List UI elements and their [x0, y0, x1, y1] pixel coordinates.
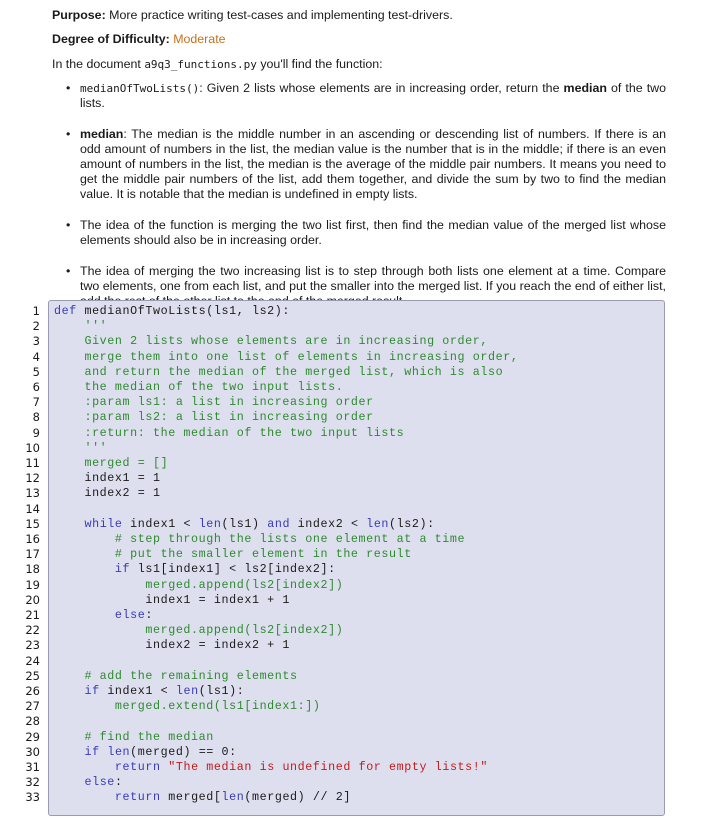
difficulty-value: Moderate — [173, 32, 226, 46]
line-number: 3 — [32, 334, 40, 349]
bullet-function — [66, 81, 666, 111]
bullet4-text: The idea of merging the two increasing list is to step through both lists one element at a time. Compare two elements, one from each list, and put the smaller into the merged list. If you reach the end of either list, — [80, 264, 666, 293]
code-line: # find the median — [54, 729, 214, 744]
bullet3-text: The idea of the function is merging the two list first, then find the median value of the merged list whose elements should also be in increasing order. — [80, 218, 666, 247]
code-line: if ls1[index1] < ls2[index2]: — [114, 562, 336, 577]
bullet1-text-end: of the two lists. — [80, 81, 666, 110]
bullet1-text: : Given 2 lists whose elements are in increasing order, return the — [199, 81, 564, 95]
code-line: :param ls1: a list in increasing order — [54, 395, 374, 410]
intro-after: you'll find the function: — [256, 57, 383, 71]
intro-before: In the document — [52, 57, 145, 71]
code-line: # add the remaining elements — [54, 668, 298, 683]
line-number: 6 — [32, 380, 40, 394]
purpose-text: More practice writing test-cases and implementing test-drivers. — [109, 8, 453, 22]
line-number: 30 — [25, 744, 40, 759]
line-number: 20 — [25, 592, 40, 607]
line-number: 17 — [25, 547, 40, 562]
intro-line — [52, 57, 383, 72]
line-number: 7 — [32, 395, 40, 410]
line-number: 25 — [25, 668, 40, 683]
line-number: 13 — [25, 486, 40, 501]
code-line: if len(merged) == 0: — [84, 744, 237, 759]
line-number: 23 — [25, 638, 40, 653]
line-number: 24 — [25, 653, 40, 668]
bullet-median — [66, 127, 666, 202]
code-line: return merged[len(merged) // 2] — [114, 790, 351, 805]
line-number: 32 — [25, 775, 40, 790]
line-number: 15 — [25, 516, 40, 531]
code-line: Given 2 lists whose elements are in increasing order, — [54, 334, 488, 349]
code-line: and return the median of the merged list, which is also — [54, 364, 504, 379]
line-number: 1 — [32, 304, 40, 318]
code-line: else: — [84, 775, 123, 790]
line-number: 29 — [25, 729, 40, 744]
code-line: return "The median is undefined for empty lists!" — [114, 760, 489, 774]
bullet2-text: : The median is the middle number in an ascending or descending list of numbers. If there is an odd amount of numbers in the list, the median value is the number that is in the middle; if there is an even amount of numbers in the list, the median is the average of the middle pair numbers. It means you need to get the middle pair numbers of the list, add them together, and divide the sum by two to find the median value. It is notable that the median is undefined in empty lists. — [80, 127, 666, 201]
difficulty-line — [52, 32, 226, 47]
intro-file: a9q3_functions.py — [144, 58, 257, 71]
bullet-list — [66, 81, 666, 309]
line-number: 22 — [25, 623, 40, 638]
code-line: ''' — [54, 319, 108, 334]
code-line: merged.extend(ls1[index1:]) — [54, 699, 321, 714]
line-number: 11 — [25, 456, 40, 470]
code-line: the median of the two input lists. — [54, 380, 344, 394]
code-line: while index1 < len(ls1) and index2 < len(ls2): — [84, 516, 435, 531]
code-line: merged = [] — [54, 456, 169, 470]
bullet-idea — [66, 218, 666, 248]
line-number: 31 — [25, 760, 40, 774]
line-number: 18 — [25, 562, 40, 577]
code-line: index2 = index2 + 1 — [54, 638, 291, 653]
code-line: ''' — [54, 440, 108, 455]
line-number: 27 — [25, 699, 40, 714]
line-number: 16 — [25, 532, 40, 546]
line-number: 5 — [32, 364, 40, 379]
line-number: 2 — [32, 319, 40, 334]
bullet2-bold: median — [80, 127, 124, 141]
line-number: 12 — [25, 471, 40, 486]
line-number: 4 — [32, 349, 40, 364]
line-number: 8 — [32, 410, 40, 425]
line-number: 26 — [25, 684, 40, 698]
code-line: :param ls2: a list in increasing order — [54, 410, 374, 425]
code-line: merged.append(ls2[index2]) — [54, 623, 344, 638]
function-name: medianOfTwoLists() — [80, 82, 200, 95]
line-number: 21 — [25, 608, 40, 622]
purpose-label: Purpose: — [52, 8, 106, 22]
code-line: # put the smaller element in the result — [54, 547, 412, 562]
line-number: 28 — [25, 714, 40, 729]
code-line: :return: the median of the two input lists — [54, 425, 405, 440]
bullet1-bold: median — [563, 81, 607, 95]
line-number: 33 — [25, 790, 40, 805]
code-line: index2 = 1 — [54, 486, 161, 501]
line-number: 10 — [25, 440, 40, 455]
purpose-line — [52, 8, 453, 23]
code-line: index1 = 1 — [54, 471, 161, 486]
code-line: merge them into one list of elements in increasing order, — [54, 349, 519, 364]
code-line: else: — [114, 608, 154, 622]
line-number: 19 — [25, 577, 40, 592]
code-line: def medianOfTwoLists(ls1, ls2): — [54, 304, 291, 318]
code-line: merged.append(ls2[index2]) — [54, 577, 344, 592]
line-number: 14 — [25, 501, 40, 516]
code-line: index1 = index1 + 1 — [54, 592, 291, 607]
code-line: # step through the lists one element at a time — [54, 532, 466, 546]
difficulty-label: Degree of Difficulty: — [52, 32, 170, 46]
code-line: if index1 < len(ls1): — [84, 684, 245, 698]
line-number: 9 — [32, 425, 40, 440]
